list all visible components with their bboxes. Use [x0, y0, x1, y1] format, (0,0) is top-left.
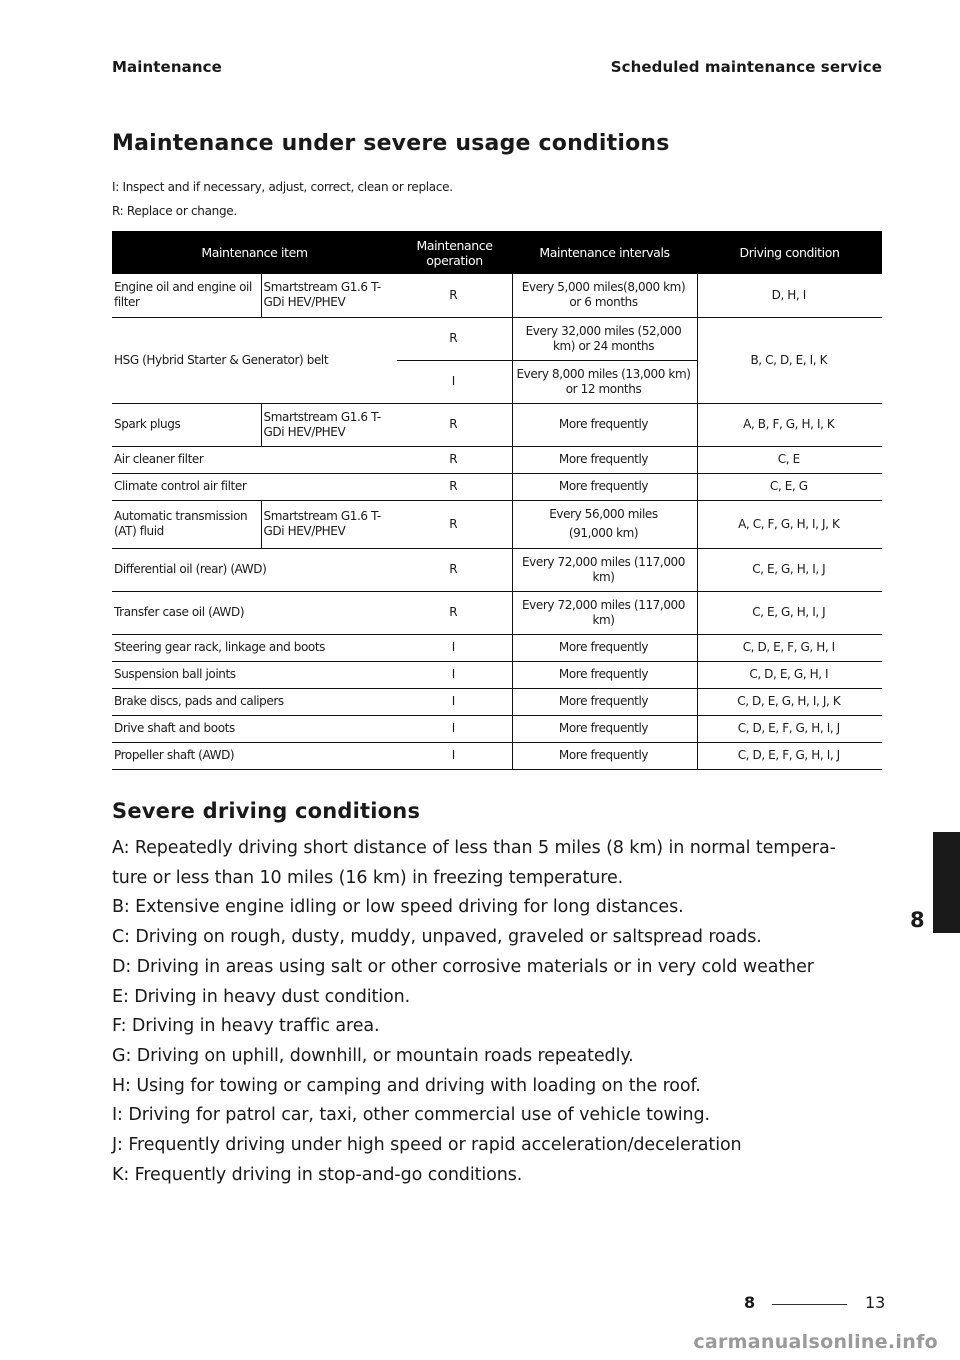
interval-cell: More frequently [512, 403, 697, 446]
interval-cell: Every 8,000 miles (13,000 km) or 12 months [512, 360, 697, 403]
operation-cell: R [397, 317, 512, 360]
condition-cell: C, D, E, G, H, I, J, K [697, 688, 882, 715]
maintenance-table [112, 231, 882, 770]
condition-e: E: Driving in heavy dust condition. [112, 986, 411, 1007]
page-title: Maintenance under severe usage conditions [112, 131, 670, 156]
operation-cell: I [397, 715, 512, 742]
interval-cell: Every 72,000 miles (117,000 km) [512, 548, 697, 591]
item-cell: Spark plugs [112, 403, 261, 446]
condition-cell: A, B, F, G, H, I, K [697, 403, 882, 446]
table-row [112, 591, 882, 634]
table-row [112, 715, 882, 742]
table-row [112, 317, 882, 360]
item-cell: Steering gear rack, linkage and boots [112, 634, 397, 661]
table-row [112, 446, 882, 473]
condition-cell: C, D, E, F, G, H, I, J [697, 742, 882, 769]
condition-cell: C, E, G, H, I, J [697, 548, 882, 591]
operation-cell: I [397, 688, 512, 715]
condition-cell: D, H, I [697, 274, 882, 317]
table-row [112, 473, 882, 500]
condition-a-line1: A: Repeatedly driving short distance of less than 5 miles (8 km) in normal tempera- [112, 838, 836, 858]
item-cell: Engine oil and engine oil filter [112, 274, 261, 317]
condition-g: G: Driving on uphill, downhill, or mountain roads repeatedly. [112, 1045, 634, 1066]
item-cell: Suspension ball joints [112, 661, 397, 688]
item-cell: HSG (Hybrid Starter & Generator) belt [112, 317, 397, 403]
item-cell: Climate control air filter [112, 473, 397, 500]
table-row [112, 500, 882, 548]
interval-line: (91,000 km) [568, 526, 639, 540]
interval-cell: Every 72,000 miles (117,000 km) [512, 591, 697, 634]
table-row [112, 688, 882, 715]
table-header-row [112, 231, 882, 274]
condition-cell: C, D, E, F, G, H, I [697, 634, 882, 661]
item-cell: Transfer case oil (AWD) [112, 591, 397, 634]
footer-divider [772, 1304, 847, 1305]
operation-cell: R [397, 403, 512, 446]
header-driving-condition: Driving condition [697, 231, 882, 274]
table-row [112, 634, 882, 661]
table-row [112, 742, 882, 769]
severe-conditions-title: Severe driving conditions [112, 799, 421, 823]
interval-cell: More frequently [512, 634, 697, 661]
table-row [112, 403, 882, 446]
watermark: carmanualsonline.info [693, 1331, 938, 1353]
condition-k: K: Frequently driving in stop-and-go conditions. [112, 1164, 523, 1185]
condition-b: B: Extensive engine idling or low speed driving for long distances. [112, 897, 684, 918]
operation-cell: I [397, 634, 512, 661]
interval-line: Every 56,000 miles [549, 507, 658, 521]
condition-cell: A, C, F, G, H, I, J, K [697, 500, 882, 548]
severe-conditions-list [112, 834, 882, 1190]
chapter-side-tab [933, 832, 960, 933]
operation-cell: R [397, 548, 512, 591]
condition-cell: C, D, E, F, G, H, I, J [697, 715, 882, 742]
item-cell: Differential oil (rear) (AWD) [112, 548, 397, 591]
sub-item-cell: Smartstream G1.6 T-GDi HEV/PHEV [261, 274, 397, 317]
interval-cell: More frequently [512, 742, 697, 769]
condition-cell: C, E [697, 446, 882, 473]
header-maintenance-item: Maintenance item [112, 231, 397, 274]
interval-cell: More frequently [512, 661, 697, 688]
condition-cell: C, D, E, G, H, I [697, 661, 882, 688]
condition-cell: C, E, G [697, 473, 882, 500]
condition-j: J: Frequently driving under high speed or rapid acceleration/deceleration [112, 1135, 742, 1156]
legend-inspect: I: Inspect and if necessary, adjust, correct, clean or replace. [112, 180, 453, 194]
operation-cell: I [397, 661, 512, 688]
condition-f: F: Driving in heavy traffic area. [112, 1016, 380, 1037]
header-section: Maintenance [112, 58, 222, 76]
operation-cell: R [397, 500, 512, 548]
operation-cell: R [397, 591, 512, 634]
interval-cell: Every 32,000 miles (52,000 km) or 24 months [512, 317, 697, 360]
interval-cell: Every 5,000 miles(8,000 km) or 6 months [512, 274, 697, 317]
operation-cell: I [397, 360, 512, 403]
interval-cell [512, 500, 697, 548]
condition-c: C: Driving on rough, dusty, muddy, unpaved, graveled or saltspread roads. [112, 927, 762, 948]
sub-item-cell: Smartstream G1.6 T-GDi HEV/PHEV [261, 403, 397, 446]
item-cell: Drive shaft and boots [112, 715, 397, 742]
item-cell: Propeller shaft (AWD) [112, 742, 397, 769]
condition-i: I: Driving for patrol car, taxi, other commercial use of vehicle towing. [112, 1105, 710, 1126]
operation-cell: R [397, 446, 512, 473]
operation-cell: I [397, 742, 512, 769]
condition-a-line2: ture or less than 10 miles (16 km) in freezing temperature. [112, 867, 624, 888]
interval-cell: More frequently [512, 446, 697, 473]
header-topic: Scheduled maintenance service [610, 58, 882, 76]
interval-cell: More frequently [512, 473, 697, 500]
header-maintenance-intervals: Maintenance intervals [512, 231, 697, 274]
header-maintenance-operation: Maintenance operation [397, 231, 512, 274]
chapter-side-tab-number: 8 [910, 908, 925, 932]
footer-page-number: 13 [865, 1293, 886, 1312]
condition-cell: C, E, G, H, I, J [697, 591, 882, 634]
legend-replace: R: Replace or change. [112, 204, 237, 218]
condition-cell: B, C, D, E, I, K [697, 317, 882, 403]
sub-item-cell: Smartstream G1.6 T-GDi HEV/PHEV [261, 500, 397, 548]
item-cell: Automatic transmission (AT) fluid [112, 500, 261, 548]
table-row [112, 548, 882, 591]
item-cell: Brake discs, pads and calipers [112, 688, 397, 715]
table-row [112, 661, 882, 688]
operation-cell: R [397, 274, 512, 317]
item-cell: Air cleaner filter [112, 446, 397, 473]
footer-chapter: 8 [744, 1293, 756, 1312]
interval-cell: More frequently [512, 715, 697, 742]
condition-h: H: Using for towing or camping and driving with loading on the roof. [112, 1075, 701, 1096]
table-row [112, 274, 882, 317]
condition-d: D: Driving in areas using salt or other corrosive materials or in very cold weather [112, 956, 814, 977]
interval-cell: More frequently [512, 688, 697, 715]
operation-cell: R [397, 473, 512, 500]
